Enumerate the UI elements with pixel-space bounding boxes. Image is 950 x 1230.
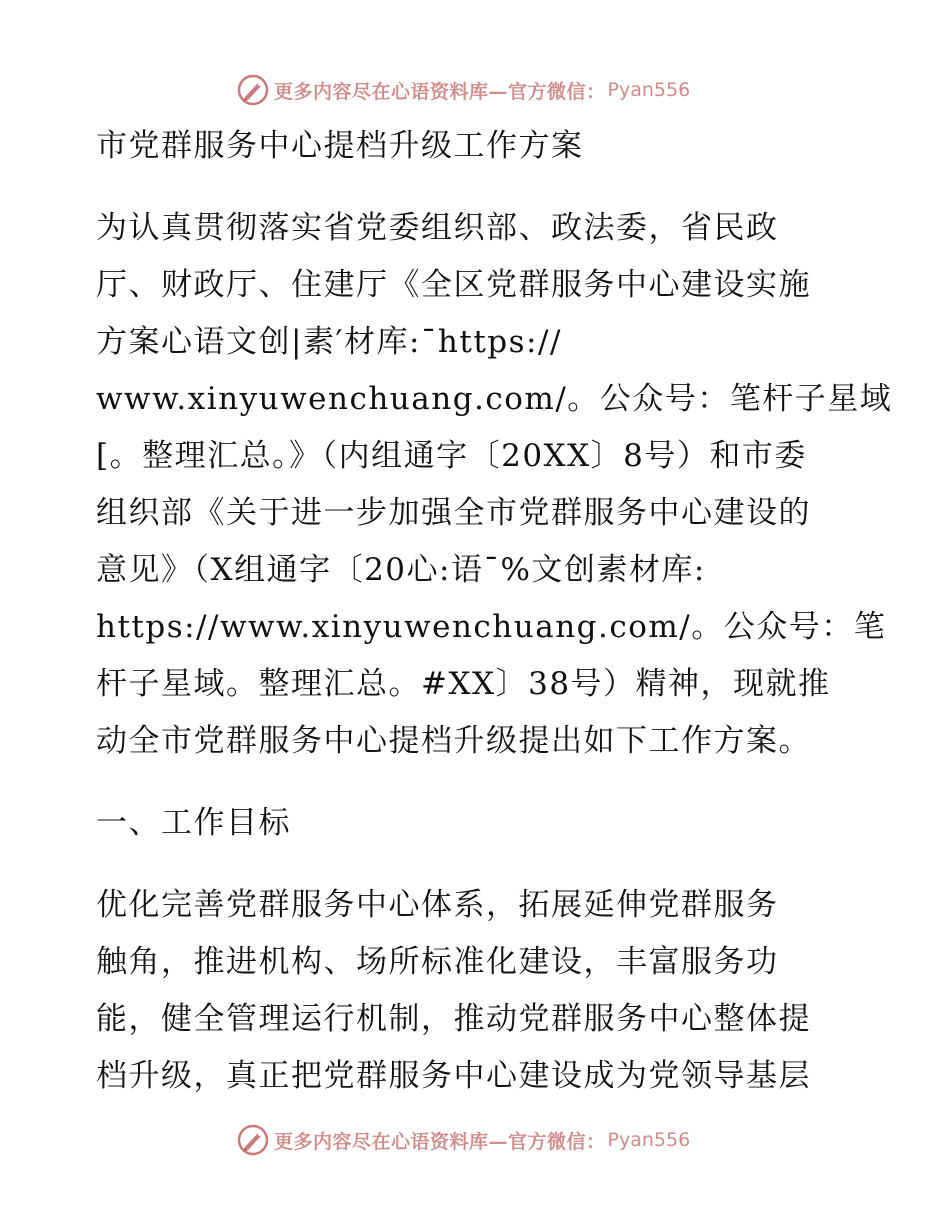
text-line: 意见》（X组通字〔20心:语¯%文创素材库: xyxy=(96,552,706,588)
watermark-text: 更多内容尽在心语资料库—官方微信： xyxy=(274,80,606,103)
watermark-header xyxy=(236,72,690,108)
text-line: 优化完善党群服务中心体系，拓展延伸党群服务 xyxy=(96,887,779,923)
text-line: 档升级，真正把党群服务中心建设成为党领导基层 xyxy=(96,1058,811,1094)
text-line: 杆子星域。整理汇总。#XX〕38号）精神，现就推 xyxy=(96,666,831,702)
pen-logo-icon xyxy=(236,1123,270,1157)
text-line: 触角，推进机构、场所标准化建设，丰富服务功 xyxy=(96,944,779,980)
document-title: 市党群服务中心提档升级工作方案 xyxy=(96,128,584,164)
text-line: 厅、财政厅、住建厅《全区党群服务中心建设实施 xyxy=(96,267,811,303)
text-line: 动全市党群服务中心提档升级提出如下工作方案。 xyxy=(96,723,811,759)
text-line: www.xinyuwenchuang.com/。公众号：笔杆子星域 xyxy=(96,381,893,417)
watermark-footer xyxy=(236,1122,690,1158)
document-body xyxy=(96,118,893,1105)
text-line: 组织部《关于进一步加强全市党群服务中心建设的 xyxy=(96,495,811,531)
pen-logo-icon xyxy=(236,73,270,107)
watermark-handle: Pyan556 xyxy=(607,79,691,101)
text-line: 为认真贯彻落实省党委组织部、政法委，省民政 xyxy=(96,210,779,246)
watermark-text: 更多内容尽在心语资料库—官方微信： xyxy=(274,1130,606,1153)
section-heading: 一、工作目标 xyxy=(96,805,291,841)
text-line: 能，健全管理运行机制，推动党群服务中心整体提 xyxy=(96,1001,811,1037)
text-line: https://www.xinyuwenchuang.com/。公众号：笔 xyxy=(96,609,887,645)
text-line: 方案心语文创|素′材库:¯https:// xyxy=(96,324,562,360)
paragraph-intro xyxy=(96,200,893,770)
text-line: [。整理汇总。》（内组通字〔20XX〕8号）和市委 xyxy=(96,438,807,474)
watermark-handle: Pyan556 xyxy=(607,1129,691,1151)
paragraph-goals xyxy=(96,877,856,1105)
